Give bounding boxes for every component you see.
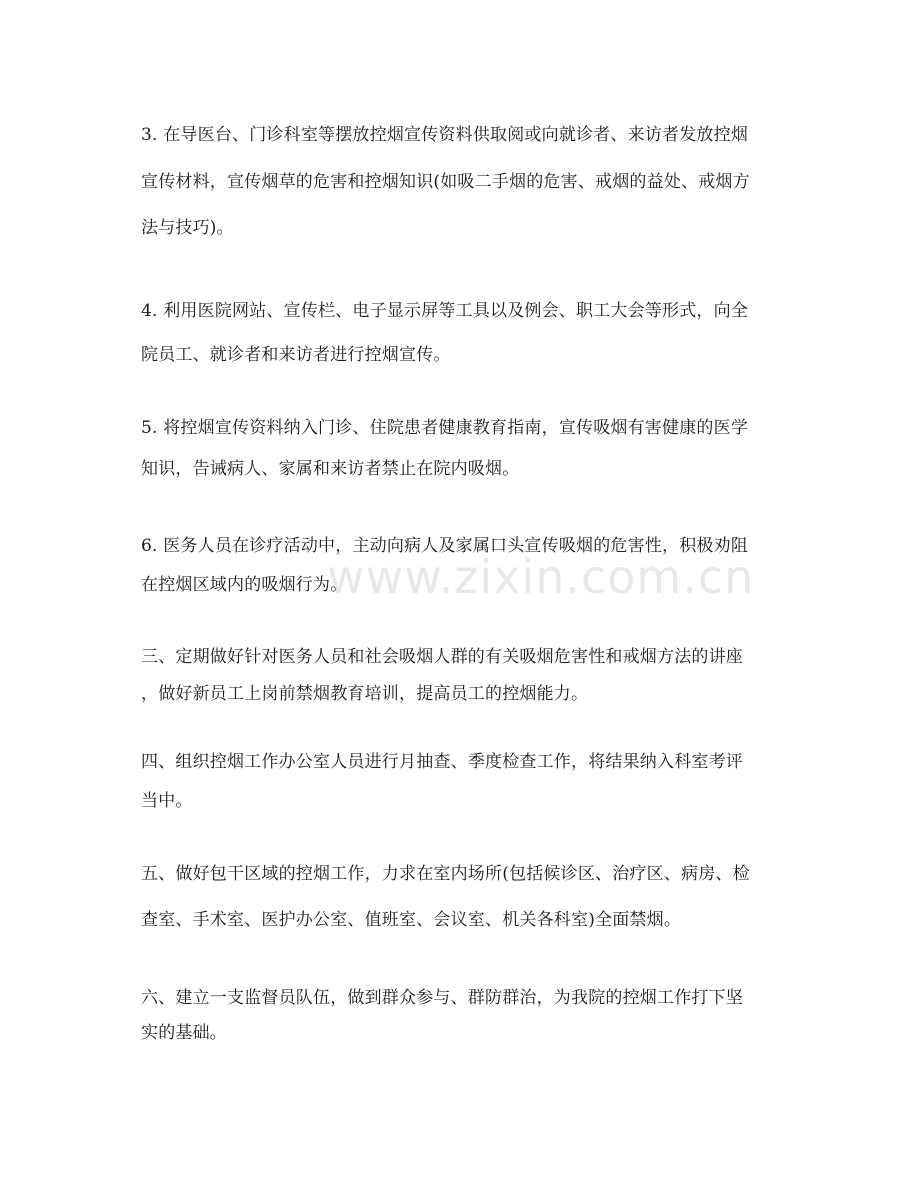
paragraph-3-line-1: 5. 将控烟宣传资料纳入门诊、住院患者健康教育指南，宣传吸烟有害健康的医学 <box>141 418 749 438</box>
paragraph-8-line-1: 六、建立一支监督员队伍，做到群众参与、群防群治，为我院的控烟工作打下坚 <box>141 988 743 1008</box>
paragraph-8-line-2: 实的基础。 <box>141 1023 227 1043</box>
watermark: www.zixin.com.cn <box>327 550 755 604</box>
paragraph-1-line-3: 法与技巧)。 <box>141 218 234 238</box>
paragraph-5-line-1: 三、定期做好针对医务人员和社会吸烟人群的有关吸烟危害性和戒烟方法的讲座 <box>141 647 743 667</box>
paragraph-1-line-2: 宣传材料，宣传烟草的危害和控烟知识(如吸二手烟的危害、戒烟的益处、戒烟方 <box>141 172 750 192</box>
paragraph-6-line-1: 四、组织控烟工作办公室人员进行月抽查、季度检查工作，将结果纳入科室考评 <box>141 752 743 772</box>
paragraph-3-line-2: 知识，告诫病人、家属和来访者禁止在院内吸烟。 <box>141 459 520 479</box>
paragraph-7-line-1: 五、做好包干区域的控烟工作，力求在室内场所(包括候诊区、治疗区、病房、检 <box>141 864 750 884</box>
paragraph-4-line-1: 6. 医务人员在诊疗活动中，主动向病人及家属口头宣传吸烟的危害性，积极劝阻 <box>141 536 749 556</box>
paragraph-2-line-2: 院员工、就诊者和来访者进行控烟宣传。 <box>141 345 451 365</box>
paragraph-6-line-2: 当中。 <box>141 791 193 811</box>
paragraph-5-line-2: ，做好新员工上岗前禁烟教育培训，提高员工的控烟能力。 <box>141 684 589 704</box>
paragraph-2-line-1: 4. 利用医院网站、宣传栏、电子显示屏等工具以及例会、职工大会等形式，向全 <box>141 301 749 321</box>
paragraph-4-line-2: 在控烟区域内的吸烟行为。 <box>141 575 348 595</box>
paragraph-1-line-1: 3. 在导医台、门诊科室等摆放控烟宣传资料供取阅或向就诊者、来访者发放控烟 <box>141 125 749 145</box>
paragraph-7-line-2: 查室、手术室、医护办公室、值班室、会议室、机关各科室)全面禁烟。 <box>141 910 682 930</box>
